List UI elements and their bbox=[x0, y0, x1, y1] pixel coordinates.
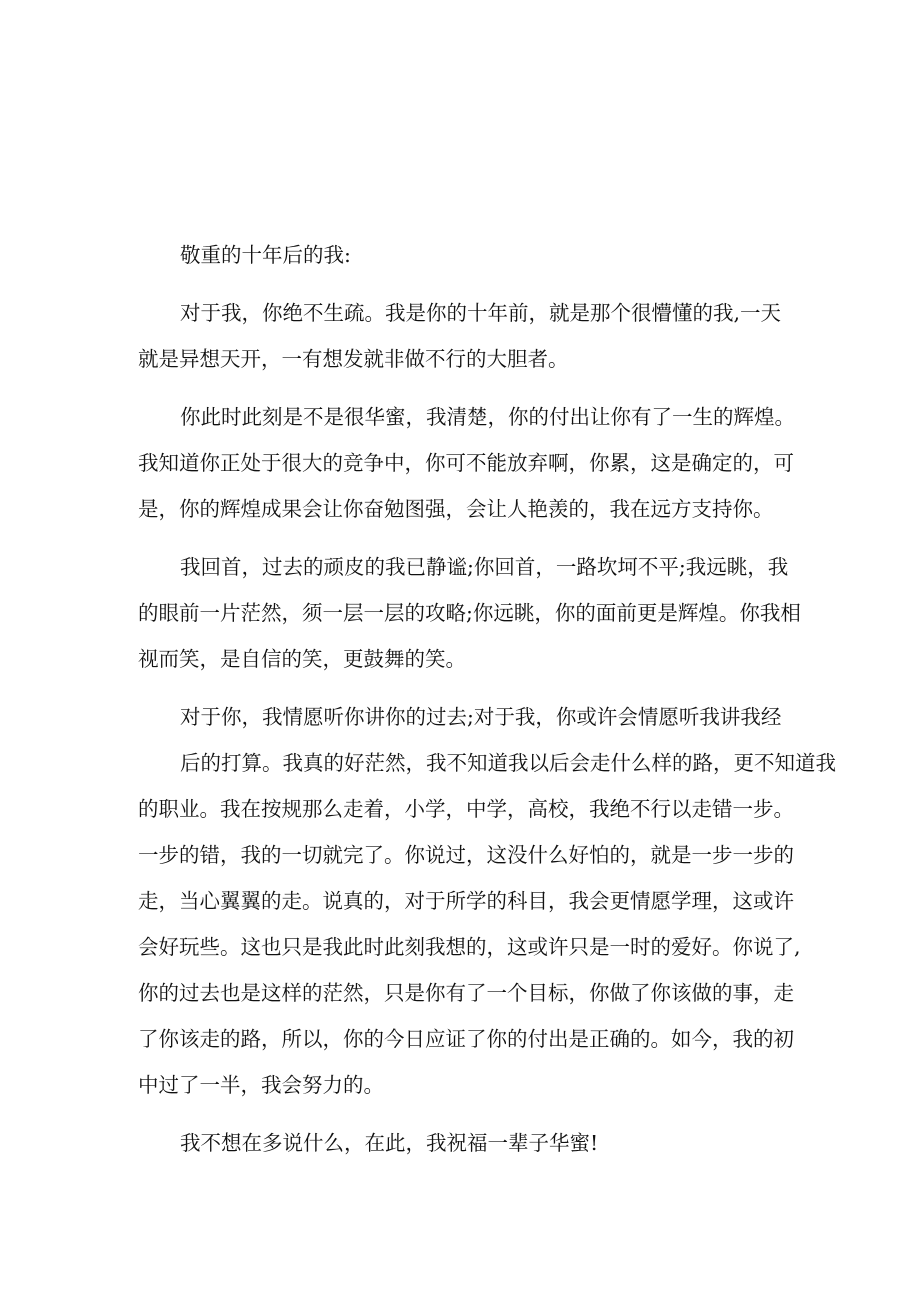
paragraph-line: 的职业。我在按规那么走着，小学，中学，高校，我绝不行以走错一步。 bbox=[138, 797, 794, 821]
paragraph-line: 对于我，你绝不生疏。我是你的十年前，就是那个很懵懂的我,一天 bbox=[180, 301, 782, 325]
paragraph-line: 中过了一半，我会努力的。 bbox=[138, 1073, 384, 1097]
paragraph-line: 就是异想天开，一有想发就非做不行的大胆者。 bbox=[138, 347, 569, 371]
paragraph-line: 我知道你正处于很大的竞争中，你可不能放弃啊，你累，这是确定的，可 bbox=[138, 451, 794, 475]
paragraph-1 bbox=[138, 290, 790, 382]
salutation: 敬重的十年后的我: bbox=[180, 243, 351, 267]
paragraph-line: 你的过去也是这样的茫然，只是你有了一个目标，你做了你该做的事，走 bbox=[138, 981, 794, 1005]
paragraph-line: 的眼前一片茫然，须一层一层的攻略;你远眺，你的面前更是辉煌。你我相 bbox=[138, 601, 801, 625]
paragraph-line: 对于你，我情愿听你讲你的过去;对于我，你或许会情愿听我讲我经 bbox=[180, 705, 782, 729]
paragraph-line: 你此时此刻是不是很华蜜，我清楚，你的付出让你有了一生的辉煌。 bbox=[180, 405, 795, 429]
paragraph-line: 是，你的辉煌成果会让你奋勉图强，会让人艳羡的，我在远方支持你。 bbox=[138, 497, 774, 521]
letter-body bbox=[138, 232, 836, 1166]
paragraph-line: 会好玩些。这也只是我此时此刻我想的，这或许只是一时的爱好。你说了, bbox=[138, 935, 801, 959]
paragraph-line: 走，当心翼翼的走。说真的，对于所学的科目，我会更情愿学理，这或许 bbox=[138, 889, 794, 913]
paragraph-line: 我不想在多说什么，在此，我祝福一辈子华蜜! bbox=[180, 1131, 599, 1155]
paragraph-line: 后的打算。我真的好茫然，我不知道我以后会走什么样的路，更不知道我 bbox=[180, 751, 836, 775]
paragraph-line: 一步的错，我的一切就完了。你说过，这没什么好怕的，就是一步一步的 bbox=[138, 843, 794, 867]
paragraph-line: 我回首，过去的顽皮的我已静谧;你回首，一路坎坷不平;我远眺，我 bbox=[180, 555, 789, 579]
paragraph-line: 视而笑，是自信的笑，更鼓舞的笑。 bbox=[138, 647, 466, 671]
paragraph-3 bbox=[138, 544, 801, 682]
paragraph-4 bbox=[138, 694, 836, 1108]
paragraph-2 bbox=[138, 394, 795, 532]
paragraph-closing bbox=[138, 1120, 790, 1166]
paragraph-line: 了你该走的路，所以，你的今日应证了你的付出是正确的。如今，我的初 bbox=[138, 1027, 794, 1051]
